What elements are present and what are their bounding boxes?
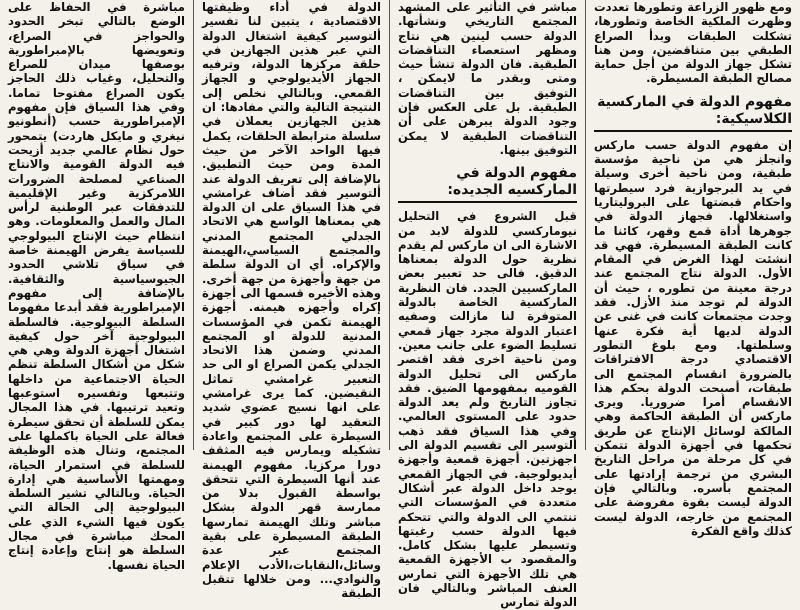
column-1-paragraph-2: إن مفهوم الدولة حسب ماركس وانجلز هي من ناحية مؤسسة طبقية، ومن ناحية أخرى وسيلة في يد البرجوازية فرد سيطرتها واحكام قبضتها على البروليتاريا واستغلالها. فجهاز الدولة في جوهرها أداة قمع وقهر، كائنا ما كانت الطبقة المسيطرة. فهي قد انشئت لهذا الغرض في المقام الأول. الدولة نتاج المجتمع عند درجة معينة من تطوره ، حيث أن الدولة لم توجد منذ الأزل. فقد وجدت مجتمعات كانت في غنى عن الدولة لديها أية فكرة عنها وسلطتها. ومع بلوغ التطور الاقتصادي درجة الافتراقات بالضرورة انقسام المجتمع الى طبقات، أصبحت الدولة بحكم هذا الانقسام أمرا ضروريا. ويرى ماركس أن الطبقة الحاكمة وهي المالكة لوسائل الإنتاج عن طريق تحكمها في أجهزة الدولة تتمكن في كل مرحلة من مراحل التاريخ البشري من ترجمة إرادتها على المجتمع بأسره. وبالتالي فإن الدولة ليست بقوة مفروضة على المجتمع من خارجه، الدولة ليست كذلك واقع الفكرة (594, 137, 792, 538)
column-1-paragraph-1: ومع ظهور الزراعة وتطورها تعددت وظهرت الملكية الخاصة وتطورها، تشكلت الطبقات وبدأ الصراع الطبقي بين متناقضين، ومن هنا تشكل جهاز الدولة من أجل حماية مصالح الطبقة المسيطرة. (594, 0, 792, 86)
section-heading-neo-marxism (398, 165, 577, 203)
article-column-2 (389, 0, 585, 610)
section-heading-text: مفهوم الدولة في الماركسية الكلاسيكية: (594, 94, 792, 132)
section-heading-text: مفهوم الدولة في الماركسيه الجديده: (398, 165, 577, 203)
article-column-4 (0, 0, 193, 572)
article-column-1 (585, 0, 800, 538)
column-3-paragraph-1: الدولة في أداء وظيفتها الاقتصادية ، يتبين لنا تفسير ألتوسير كيفية اشتغال الدولة التي عبر هذين الجهازين في حلقة مركزها الدولة، وترفيه الجهاز الأيديولوجي و الجهاز القمعي. وبالتالي نخلص إلى النتيجة التالية والتي مفادها: ان هذين الجهازين يعملان في سلسلة مترابطة الحلقات، يكمل فيها الواحد الآخر من حيث المدة ومن حيث التطبيق. بالإضافة إلى تعريف الدولة عند ألتوسير فقد أضاف غرامشي في هذا السياق على ان الدولة هي بمعناها الواسع هي الاتحاد الجدلي المجتمع المدني والمجتمع السياسي،الهيمنة والإكراه. أي ان الدولة سلطة من جهة وأجهزة من جهة أخرى. وهذه الأخيره قسمها الى أجهزة إكراه وأجهزه هيمنه. أجهزة الهيمنة تكمن في المؤسسات المدنية للدولة او المجتمع المدني وضمن هذا الاتحاد الجدلي يكمن الصراع او الى حد التعبير غرامشي تماثل النقيضين. كما يرى غرامشي على انها نسيج عضوي شديد التعقيد لها دور كبير في السيطرة على المجتمع واعادة تشكيله ويمارس فيه المثقف دورا مركزيا. مفهوم الهيمنة عند أنها السيطرة التي تتحقق بواسطة القبول بدلا من ممارسة قهر الدولة بشكل مباشر وتلك الهيمنة تمارسها الطبقة المسيطرة على بقية المجتمع عبر عدة وسائل،النقابات،الأدب الإعلام والنوادي... ومن خلالها تتقبل الطبقة (202, 0, 381, 601)
column-2-paragraph-2: قبل الشروع في التحليل نيوماركسي للدولة لابد من الاشارة الى ان ماركس لم يقدم نظرية حول الدولة بمعناها الدقيق. فالى حد تعبير بعض الماركسيين الجدد. فان النظرية الماركسية الخاصة بالدولة المتوفرة لنا مازالت وصفيه اعتبار الدولة مجرد جهاز قمعي تسليط الضوء على جانب معين. ومن ناحية اخرى فقد اقتصر ماركس الى تحليل الدولة القوميه بمفهومها الضيق. فقد تجاوز التاريخ ولم يعد الدولة حدود على المستوى العالمي. وفي هذا السياق فقد ذهب ألتوسير الى تقسيم الدولة الى اجهزتين. أجهزة قمعية وأجهزة أيديولوجية. في الجهاز القمعي يوجد داخل الدولة عبر أشكال متعددة في المؤسسات التي تنتمي الى الدولة والتي تتحكم فيها الدولة حسب رغبتها وتسيطر عليها بشكل كامل. والمقصود ب الأجهزة القمعية هي تلك الأجهزة التي تمارس العنف المباشر وبالتالي فان الدولة تمارس (398, 209, 577, 610)
section-heading-classical-marxism (594, 94, 792, 132)
column-4-paragraph-1: مباشرة في الحفاظ على الوضع بالتالي تبخر الحدود والحواجز في الصراع، وتعويضها بالإمبراطورية بوصفها ميدان للصراع والتحليل، وغياب ذلك الحاجز يكون الصراع مفتوحا تماما. وفي هذا السياق فإن مفهوم الإمبراطورية حسب (أنطونيو نيغري و مايكل هاردت) يتمحور حول نظام عالمي جديد أزيحت فيه الدولة القومية والانتاج الصناعي لمصلحة الضرورات اللامركزية وغير الإقليمية للتدفقات عبر الوطنية لرأس المال والعمل والمعلومات. وهو انتظام حيث الإنتاج البيولوجي للسياسة يفرض الهيمنة خاصة في سياق تلاشي الحدود الجيوسياسية والثقافية. بالإضافة إلى مفهوم الإمبراطورية فقد أبدعا مفهوما السلطة البيولوجية. فالسلطة البيولوجية آخر حول كيفية اشتغال أجهزة الدولة وهي هي شكل من أشكال السلطة تنظم الحياة الاجتماعية من داخلها وتتبعها وتفسيره استوعبها وتعيد ترتيبها. في هذا المجال يمكن للسلطة أن تحقق سيطرة فعالة على الحياة باكملها على المجتمع، وتنال هذه الوظيفة للسلطة في استمرار الحياة، ومهمتها الأساسية هي إدارة الحياة. وبالتالي تشير السلطة البيولوجية إلى الحالة التي يكون فيها الشيء الذي على المحك مباشرة في مجال السلطة هو إنتاج وإعادة إنتاج الحياة نفسها. (8, 0, 185, 572)
column-2-paragraph-1: مباشر في التأثير على المشهد المجتمع التاريخي ونشأتها. الدولة حسب لينين هي نتاج ومظهر استعصاء التناقضات الطبقية. فان الدولة تنشأ حيث ومتى وبقدر ما لايمكن ، التوفيق بين التناقضات الطبقية. بل على العكس فإن وجود الدولة يبرهن على أن التناقضات الطبقية لا يمكن التوفيق بينها. (398, 0, 577, 157)
article-column-3 (193, 0, 389, 601)
